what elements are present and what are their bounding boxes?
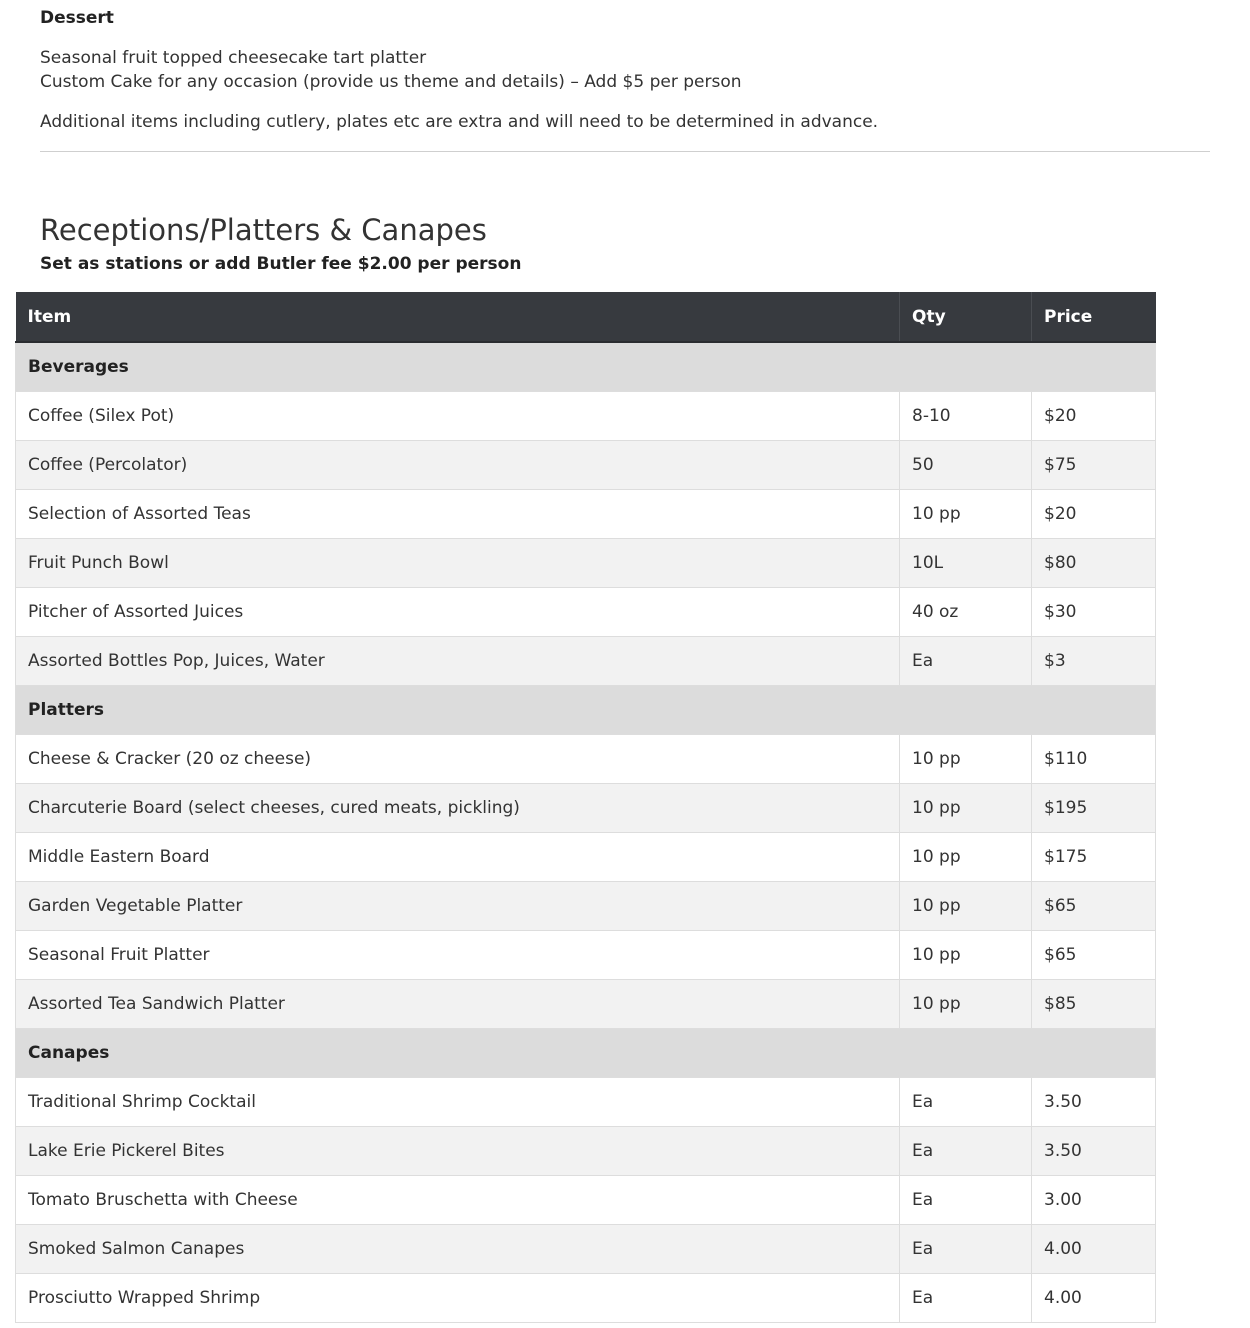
cell-qty: Ea	[900, 636, 1032, 685]
table-row	[16, 587, 1156, 636]
cell-item: Smoked Salmon Canapes	[16, 1224, 900, 1273]
butler-fee-note: Set as stations or add Butler fee $2.00 per person	[40, 254, 522, 274]
dessert-item: Seasonal fruit topped cheesecake tart platter	[40, 48, 427, 68]
cell-qty: 10 pp	[900, 489, 1032, 538]
receptions-price-table	[15, 292, 1156, 1323]
table-row	[16, 440, 1156, 489]
table-row	[16, 930, 1156, 979]
cell-item: Lake Erie Pickerel Bites	[16, 1126, 900, 1175]
table-row	[16, 979, 1156, 1028]
cell-item: Tomato Bruschetta with Cheese	[16, 1175, 900, 1224]
dessert-section	[0, 0, 1250, 134]
cell-item: Pitcher of Assorted Juices	[16, 587, 900, 636]
cell-price: 3.50	[1032, 1126, 1156, 1175]
cell-price: 3.00	[1032, 1175, 1156, 1224]
cell-qty: 10 pp	[900, 832, 1032, 881]
table-row	[16, 881, 1156, 930]
cell-qty: 50	[900, 440, 1032, 489]
table-row	[16, 1175, 1156, 1224]
cell-qty: Ea	[900, 1077, 1032, 1126]
table-row	[16, 489, 1156, 538]
dessert-heading: Dessert	[40, 8, 114, 28]
table-row	[16, 832, 1156, 881]
category-label: Platters	[16, 685, 1156, 734]
cell-price: 4.00	[1032, 1273, 1156, 1322]
cell-item: Charcuterie Board (select cheeses, cured meats, pickling)	[16, 783, 900, 832]
cell-qty: Ea	[900, 1126, 1032, 1175]
category-label: Canapes	[16, 1028, 1156, 1077]
table-row	[16, 1273, 1156, 1322]
table-row	[16, 1126, 1156, 1175]
section-divider	[40, 151, 1210, 152]
receptions-title: Receptions/Platters & Canapes	[40, 213, 487, 247]
table-body	[16, 342, 1156, 1322]
cell-price: $20	[1032, 391, 1156, 440]
column-header-qty: Qty	[900, 292, 1032, 342]
cell-qty: 10 pp	[900, 783, 1032, 832]
cell-item: Traditional Shrimp Cocktail	[16, 1077, 900, 1126]
table-header-row	[16, 292, 1156, 342]
cell-price: $65	[1032, 881, 1156, 930]
cell-price: $20	[1032, 489, 1156, 538]
additional-items-note: Additional items including cutlery, plates etc are extra and will need to be determined in advance.	[40, 112, 879, 132]
cell-price: $75	[1032, 440, 1156, 489]
cell-price: $85	[1032, 979, 1156, 1028]
cell-price: $195	[1032, 783, 1156, 832]
cell-qty: 10 pp	[900, 979, 1032, 1028]
category-label: Beverages	[16, 342, 1156, 391]
category-row	[16, 342, 1156, 391]
table-row	[16, 783, 1156, 832]
cell-qty: 10 pp	[900, 881, 1032, 930]
cell-price: $80	[1032, 538, 1156, 587]
category-row	[16, 1028, 1156, 1077]
cell-qty: Ea	[900, 1273, 1032, 1322]
cell-item: Prosciutto Wrapped Shrimp	[16, 1273, 900, 1322]
cell-price: $3	[1032, 636, 1156, 685]
cell-qty: 10 pp	[900, 930, 1032, 979]
cell-price: $110	[1032, 734, 1156, 783]
dessert-item: Custom Cake for any occasion (provide us theme and details) – Add $5 per person	[40, 72, 742, 92]
cell-qty: 8-10	[900, 391, 1032, 440]
table-row	[16, 391, 1156, 440]
cell-item: Seasonal Fruit Platter	[16, 930, 900, 979]
receptions-section	[0, 212, 1250, 276]
cell-qty: Ea	[900, 1175, 1032, 1224]
cell-price: $175	[1032, 832, 1156, 881]
cell-item: Assorted Bottles Pop, Juices, Water	[16, 636, 900, 685]
column-header-item: Item	[16, 292, 900, 342]
cell-qty: 10 pp	[900, 734, 1032, 783]
cell-item: Assorted Tea Sandwich Platter	[16, 979, 900, 1028]
cell-item: Fruit Punch Bowl	[16, 538, 900, 587]
cell-qty: 10L	[900, 538, 1032, 587]
cell-item: Garden Vegetable Platter	[16, 881, 900, 930]
category-row	[16, 685, 1156, 734]
cell-item: Coffee (Percolator)	[16, 440, 900, 489]
cell-item: Middle Eastern Board	[16, 832, 900, 881]
cell-item: Selection of Assorted Teas	[16, 489, 900, 538]
cell-price: $30	[1032, 587, 1156, 636]
table-row	[16, 636, 1156, 685]
cell-qty: Ea	[900, 1224, 1032, 1273]
cell-item: Cheese & Cracker (20 oz cheese)	[16, 734, 900, 783]
table-row	[16, 1077, 1156, 1126]
cell-price: 4.00	[1032, 1224, 1156, 1273]
table-row	[16, 1224, 1156, 1273]
cell-qty: 40 oz	[900, 587, 1032, 636]
table-row	[16, 734, 1156, 783]
cell-price: $65	[1032, 930, 1156, 979]
cell-item: Coffee (Silex Pot)	[16, 391, 900, 440]
column-header-price: Price	[1032, 292, 1156, 342]
table-row	[16, 538, 1156, 587]
cell-price: 3.50	[1032, 1077, 1156, 1126]
